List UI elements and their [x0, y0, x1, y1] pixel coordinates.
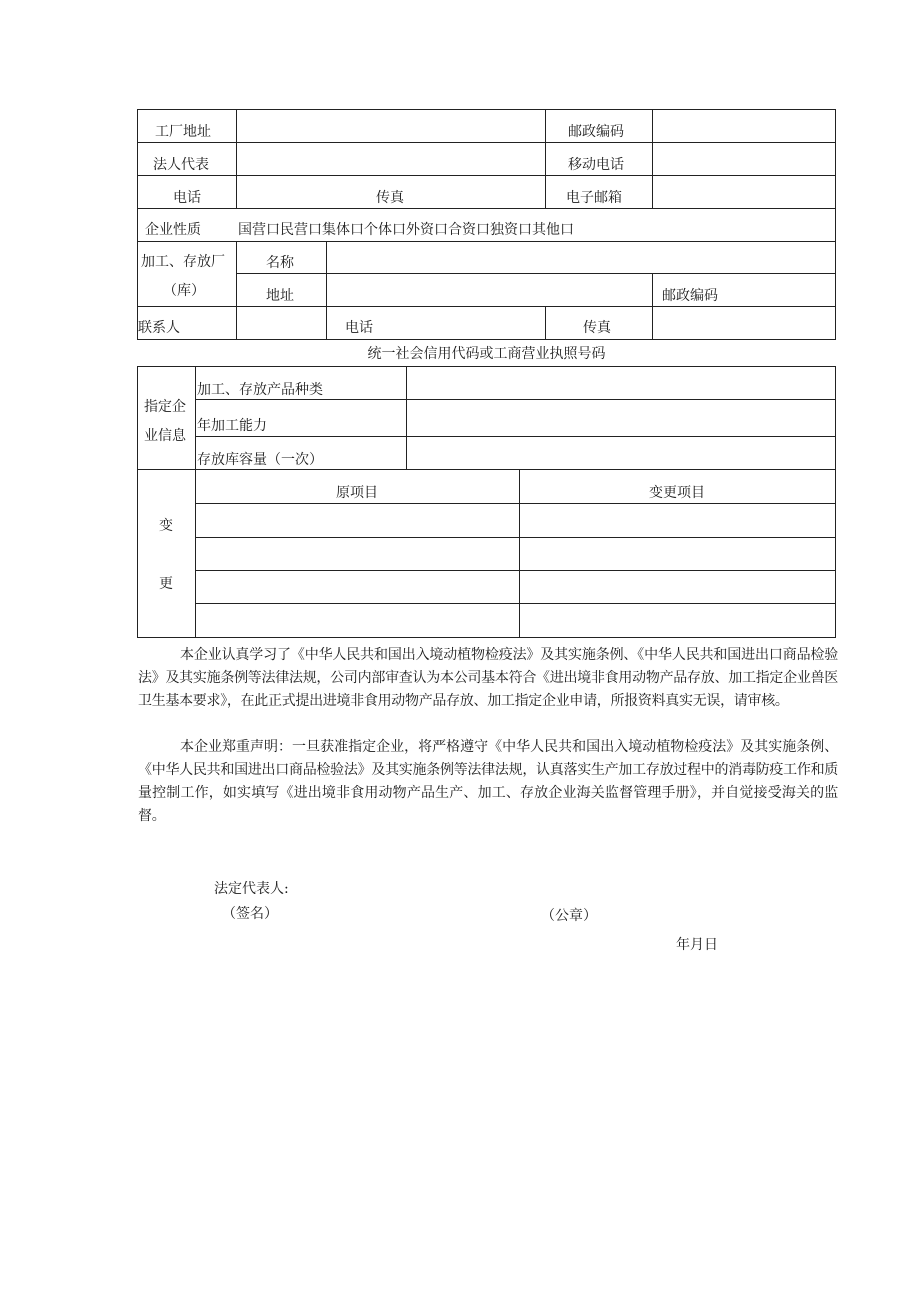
phone-label: 电话: [173, 190, 201, 206]
fax-label: 传真: [376, 190, 404, 206]
storage-capacity-label: 存放库容量（一次）: [197, 452, 323, 468]
legal-rep-label: 法人代表: [153, 157, 209, 173]
storage-factory-label-suffix: （库）: [163, 283, 205, 299]
storage-factory-label: 加工、存放厂: [141, 254, 225, 270]
original-item-header: 原项目: [336, 485, 378, 501]
storage-name-label: 名称: [266, 255, 294, 271]
signature-label: （签名）: [222, 906, 278, 922]
annual-capacity-label: 年加工能力: [197, 418, 267, 434]
contact-fax-label: 传真: [583, 320, 611, 336]
declaration-paragraph-1: 本企业认真学习了《中华人民共和国出入境动植物检疫法》及其实施条例、《中华人民共和国进出口商品检验法》及其实施条例等法律法规，公司内部审查认为本公司基本符合《进出境非食用动物产品存放、加工指定企业兽医卫生基本要求》，在此正式提出进境非食用动物产品存放、加工指定企业申请，所报资料真实无误，请审核。: [138, 647, 838, 709]
changed-item-header: 变更项目: [649, 485, 705, 501]
declaration-paragraph-2: 本企业郑重声明：一旦获准指定企业，将严格遵守《中华人民共和国出入境动植物检疫法》及其实施条例、《中华人民共和国进出口商品检验法》及其实施条例等法律法规，认真落实生产加工存放过程中的消毒防疫工作和质量控制工作，如实填写《进出境非食用动物产品生产、加工、存放企业海关监督管理手册》，并自觉接受海关的监督。: [138, 739, 838, 824]
storage-address-label: 地址: [266, 288, 294, 304]
postal-code-label: 邮政编码: [568, 124, 624, 140]
email-label: 电子邮箱: [566, 190, 622, 206]
change-label-line1: 变: [159, 518, 173, 534]
date-label: 年月日: [676, 937, 718, 953]
company-seal-label: （公章）: [541, 908, 597, 924]
contact-phone-label: 电话: [345, 320, 373, 336]
enterprise-type-label: 企业性质: [145, 222, 201, 238]
enterprise-type-options[interactable]: 国营口民营口集体口个体口外资口合资口独资口其他口: [238, 222, 574, 238]
factory-address-label: 工厂地址: [155, 124, 211, 140]
product-types-label: 加工、存放产品种类: [197, 382, 323, 398]
credit-code-caption: 统一社会信用代码或工商营业执照号码: [367, 346, 606, 362]
legal-rep-signature-label: 法定代表人:: [214, 881, 289, 897]
designated-label-line1: 指定企: [144, 399, 186, 415]
change-label-line2: 更: [159, 576, 173, 592]
storage-postal-code-label: 邮政编码: [662, 288, 718, 304]
mobile-label: 移动电话: [568, 157, 624, 173]
contact-label: 联系人: [138, 320, 180, 336]
designated-label-line2: 业信息: [144, 428, 186, 444]
